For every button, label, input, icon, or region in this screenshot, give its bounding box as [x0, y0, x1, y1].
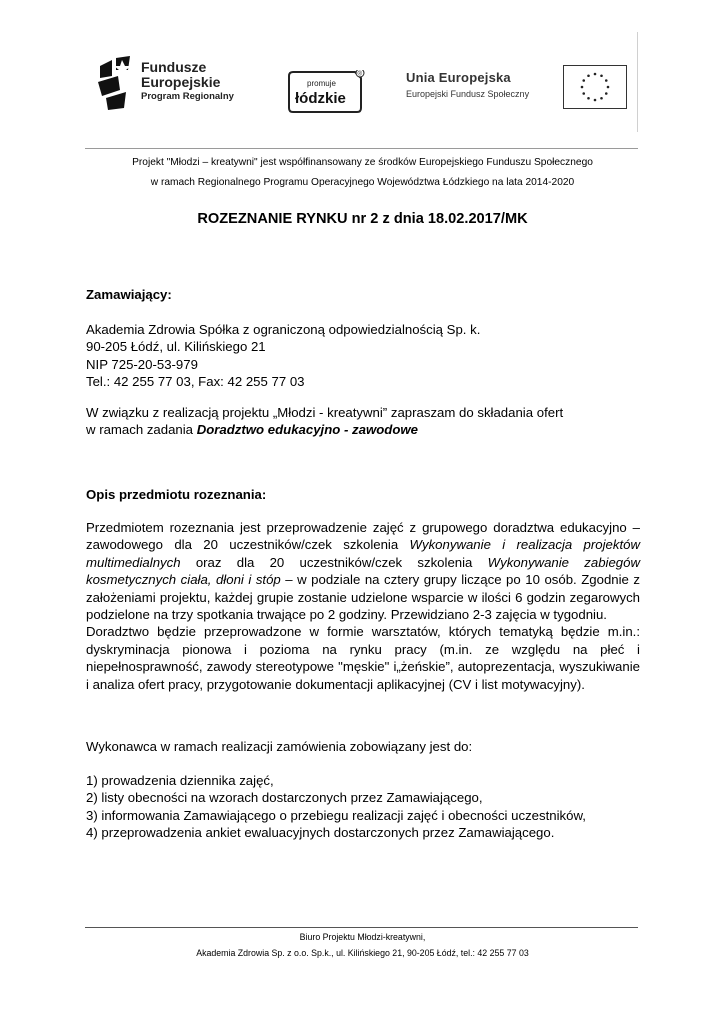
invitation-line1: W związku z realizacją projektu „Młodzi - kreatywni” zapraszam do składania ofert	[86, 405, 564, 420]
opis-paragraph-2: Doradztwo będzie przeprowadzone w formie warsztatów, których tematyką będzie m.in.: dyskryminacja pionowa i pozioma na rynku pracy (m.in. ze względu na płeć i niepełnosprawność, zawody stereotypowe "męskie" i„żeńskie”, autoprezentacja, wyszukiwanie i analiza ofert pracy, przygotowanie dokumentacji aplikacyjnej (CV i list motywacyjny).	[86, 624, 640, 692]
obligation-item: 4) przeprowadzenia ankiet ewaluacyjnych dostarczonych przez Zamawiającego.	[86, 825, 555, 841]
company-name: Akademia Zdrowia Spółka z ograniczoną odpowiedzialnością Sp. k.	[86, 322, 481, 337]
header-right-border	[637, 32, 638, 132]
eu-star	[582, 79, 585, 82]
eu-star	[587, 97, 590, 100]
footer-line1: Biuro Projektu Młodzi-kreatywni,	[299, 932, 426, 942]
unia-europejska-logo-text	[406, 70, 529, 99]
svg-text:®: ®	[357, 71, 362, 78]
opis-heading: Opis przedmiotu rozeznania:	[86, 487, 267, 502]
obligations-intro-text: Wykonawca w ramach realizacji zamówienia zobowiązany jest do:	[86, 739, 473, 754]
eu-star	[587, 74, 590, 77]
zamawiajacy-details	[86, 321, 640, 391]
eu-star	[600, 74, 603, 77]
ue-title: Unia Europejska	[406, 70, 511, 85]
obligation-item: 3) informowania Zamawiającego o przebiegu realizacji zajęć i obecności uczestników,	[86, 807, 586, 823]
footer	[0, 929, 725, 961]
eu-star	[581, 86, 584, 89]
fe-line2: Europejskie	[141, 73, 221, 90]
project-info	[0, 153, 725, 193]
logo-header	[85, 22, 638, 132]
obligation-item: 2) listy obecności na wzorach dostarczonych przez Zamawiającego,	[86, 790, 483, 806]
eu-star	[594, 99, 597, 102]
zamawiajacy-section	[86, 286, 640, 303]
eu-star	[582, 92, 585, 95]
project-info-line2: w ramach Regionalnego Programu Operacyjnego Województwa Łódzkiego na lata 2014-2020	[150, 177, 575, 188]
fundusze-europejskie-emblem-icon	[96, 56, 134, 110]
opis-p1-course1: Wykonywanie i realizacja projektów multimedialnych	[86, 537, 640, 570]
footer-divider	[85, 927, 638, 928]
obligations-intro	[86, 738, 640, 755]
project-info-line1: Projekt "Młodzi – kreatywni" jest współfinansowany ze środków Europejskiego Funduszu Społecznego	[132, 157, 593, 168]
lodzkie-top-text: promuje	[307, 79, 336, 88]
opis-p1-e: – w podziale na cztery grupy liczące po 10 osób. Zgodnie z założeniami projektu, każdej grupie zostanie udzielone wsparcie w ilości 6 godzin zegarowych podzielone na trzy spotkania trwające po 2 godziny. Przewidziano 2-3 zajęcia w tygodniu.	[86, 572, 640, 623]
eu-star	[600, 97, 603, 100]
eu-flag-icon	[563, 65, 627, 109]
lodzkie-main-text: łódzkie	[295, 90, 346, 107]
invitation-line2	[86, 421, 640, 438]
company-contact: Tel.: 42 255 77 03, Fax: 42 255 77 03	[86, 374, 305, 390]
task-name: Doradztwo edukacyjno - zawodowe	[196, 422, 418, 438]
opis-section	[86, 486, 640, 503]
company-address: 90-205 Łódź, ul. Kilińskiego 21	[86, 339, 266, 355]
fe-line1: Fundusze	[141, 59, 207, 75]
eu-star	[607, 86, 610, 89]
obligation-item: 1) prowadzenia dziennika zajęć,	[86, 773, 274, 788]
company-nip: NIP 725-20-53-979	[86, 356, 198, 372]
fe-line3: Program Regionalny	[141, 91, 234, 103]
obligations-list	[86, 772, 640, 842]
footer-line2: Akademia Zdrowia Sp. z o.o. Sp.k., ul. Kilińskiego 21, 90-205 Łódź, tel.: 42 255 77 03	[196, 948, 529, 958]
zamawiajacy-heading: Zamawiający:	[86, 287, 172, 302]
invitation	[86, 404, 640, 439]
opis-p1-course2: Wykonywanie zabiegów kosmetycznych ciała, dłoni i stóp	[86, 554, 640, 588]
promuje-lodzkie-logo	[285, 70, 367, 116]
fundusze-europejskie-logo-text	[141, 60, 234, 102]
opis-paragraph-1	[86, 519, 640, 623]
opis-p1-a: Przedmiotem rozeznania jest przeprowadzenie zajęć z grupowego doradztwa edukacyjno – zawodowego dla 20 uczestników/czek szkolenia	[86, 520, 640, 553]
header-divider	[85, 148, 638, 149]
eu-star	[605, 92, 608, 95]
eu-star	[605, 79, 608, 82]
invitation-prefix: w ramach zadania	[86, 422, 197, 438]
opis-body	[86, 519, 640, 693]
document-title: ROZEZNANIE RYNKU nr 2 z dnia 18.02.2017/MK	[197, 211, 528, 227]
ue-subtitle: Europejski Fundusz Społeczny	[406, 89, 530, 99]
opis-p1-c: oraz dla 20 uczestników/czek szkolenia	[180, 554, 488, 570]
eu-star	[594, 73, 597, 76]
